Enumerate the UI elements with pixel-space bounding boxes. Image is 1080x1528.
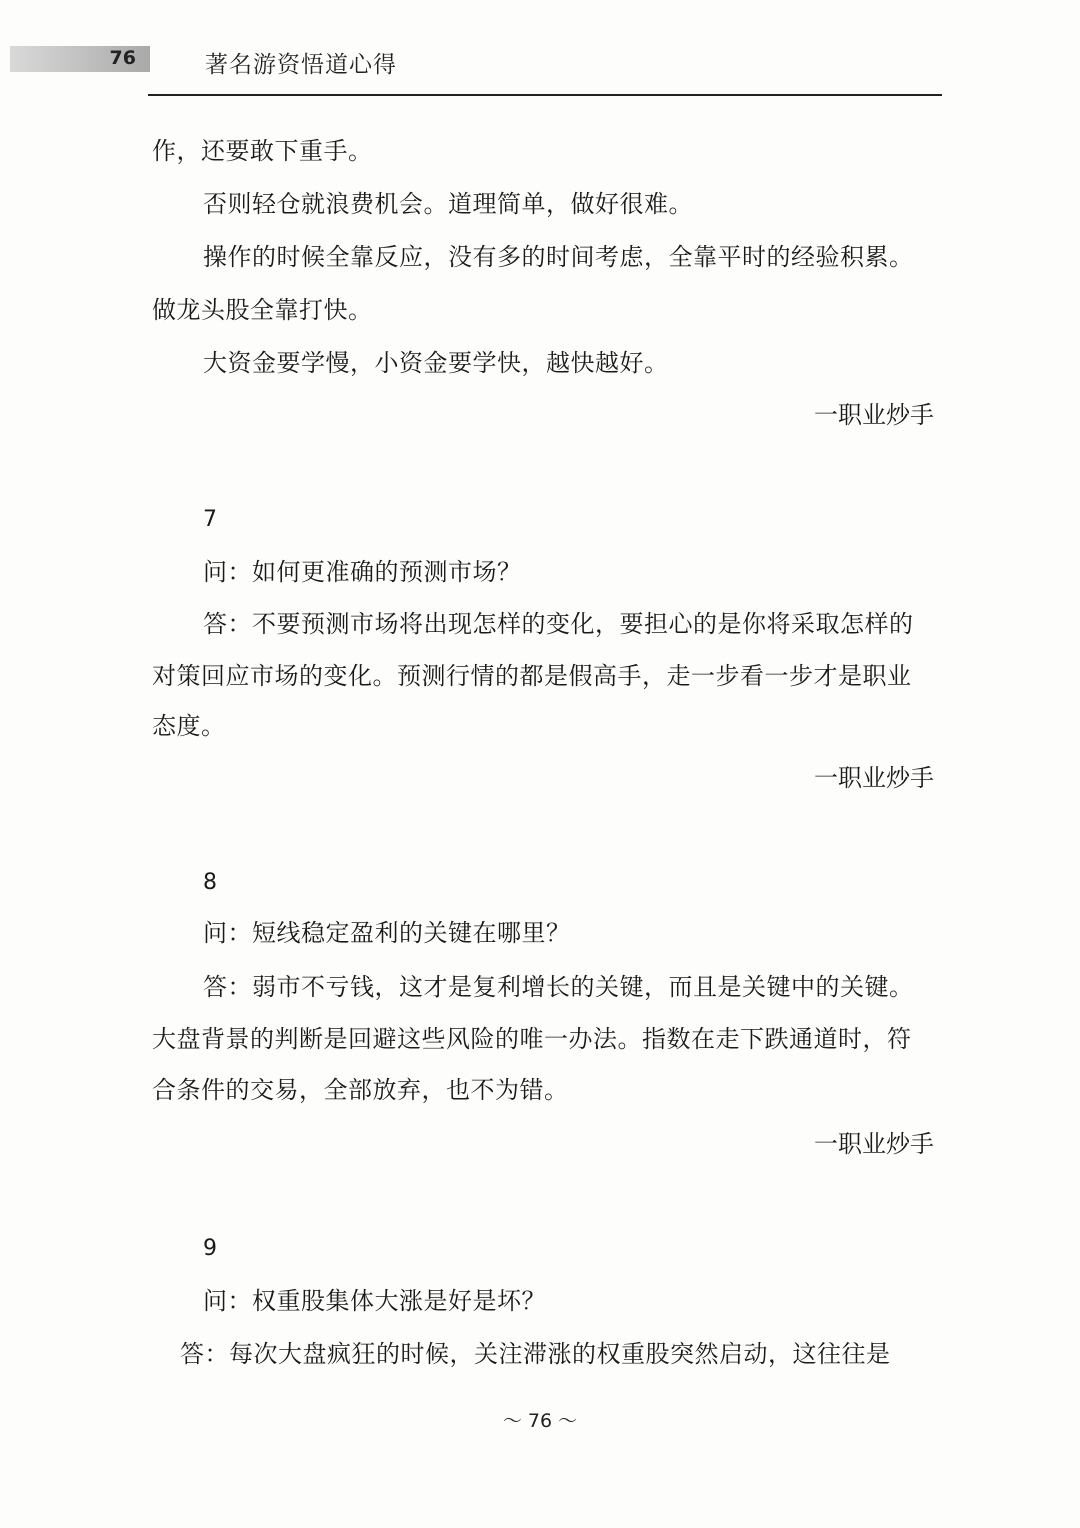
question-number: 7 <box>203 507 217 532</box>
answer-line: 大盘背景的判断是回避这些风险的唯一办法。指数在走下跌通道时，符 <box>152 1025 912 1053</box>
attribution: 一职业炒手 <box>814 764 934 792</box>
answer-line: 合条件的交易，全部放弃，也不为错。 <box>152 1076 569 1104</box>
paragraph-line: 大资金要学慢，小资金要学快，越快越好。 <box>203 349 669 377</box>
answer-line: 对策回应市场的变化。预测行情的都是假高手，走一步看一步才是职业 <box>152 662 912 690</box>
paragraph-line: 做龙头股全靠打快。 <box>152 296 373 324</box>
answer-line: 答：不要预测市场将出现怎样的变化，要担心的是你将采取怎样的 <box>203 610 914 638</box>
paragraph-line: 作，还要敢下重手。 <box>152 137 373 165</box>
answer-line: 答：每次大盘疯狂的时候，关注滞涨的权重股突然启动，这往往是 <box>180 1340 891 1368</box>
question-number: 9 <box>203 1236 217 1261</box>
paragraph-line: 操作的时候全靠反应，没有多的时间考虑，全靠平时的经验积累。 <box>203 243 914 271</box>
page-number-tab <box>10 46 150 72</box>
book-title: 著名游资悟道心得 <box>205 52 397 78</box>
attribution: 一职业炒手 <box>814 401 934 429</box>
footer-page-number: ～ 76 ～ <box>502 1410 578 1432</box>
attribution: 一职业炒手 <box>814 1130 934 1158</box>
paragraph-line: 否则轻仓就浪费机会。道理简单，做好很难。 <box>203 190 693 218</box>
question-number: 8 <box>203 870 217 895</box>
header-page-number: 76 <box>109 47 136 69</box>
answer-line: 答：弱市不亏钱，这才是复利增长的关键，而且是关键中的关键。 <box>203 973 914 1001</box>
answer-line: 态度。 <box>152 712 226 740</box>
question-text: 问：权重股集体大涨是好是坏？ <box>203 1287 546 1315</box>
question-text: 问：如何更准确的预测市场？ <box>203 558 522 586</box>
header-divider <box>148 94 942 96</box>
question-text: 问：短线稳定盈利的关键在哪里？ <box>203 919 571 947</box>
